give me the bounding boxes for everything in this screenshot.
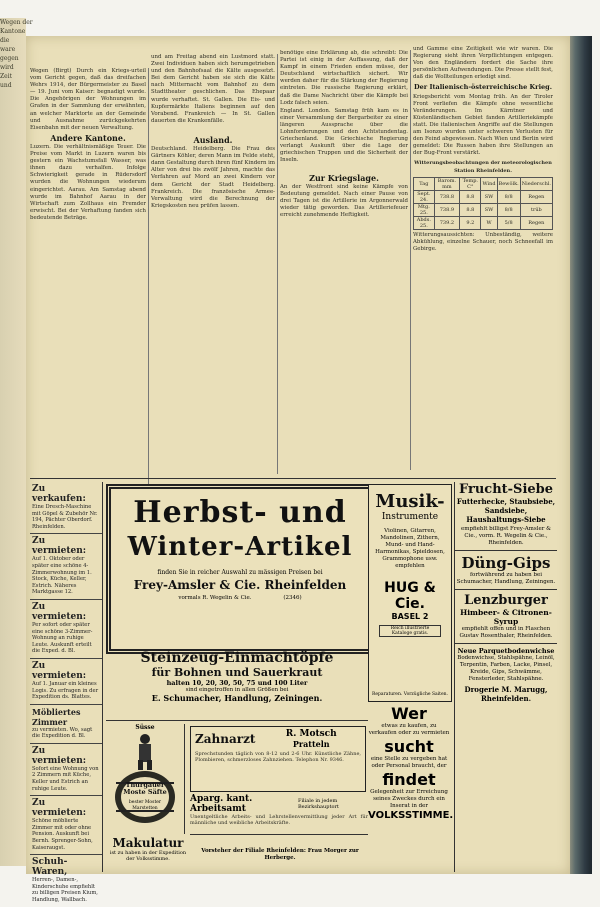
weather-cell: 8.8 <box>460 203 481 216</box>
drogerie-title: Neue Parquetbodenwichse <box>457 647 555 655</box>
musik-instrumente-ad <box>368 484 452 702</box>
fruchtsiebe-title: Frucht-Siebe <box>458 482 554 497</box>
column-2 <box>151 54 275 478</box>
col4-top-text: und Gamme eine Zeitigkeit wie wir waren. Die Regierung sieht ihren Verpflichtungen entgegen. Von den Engländern fordert die Sache ihre persönlichen Aufwendungen. Die Presse stellt fest, daß die Wollteilungen erledigt sind. <box>413 46 553 81</box>
col2-body-text: Deutschland. Heidelberg. Die Frau des Gärtners Köhler, deren Mann im Felde steht, dann Gestaltung durch ihren fünf Kindern im Alter von drei bis zwölf Jahren, machte das Verfahren auf Mord an zwei Kindern vor dem Gericht der Stadt Heidelberg. Frankreich. Die französische Armee-Verwaltung wird die Berechnung der Kriegskosten neu prüfen lassen. <box>151 146 275 209</box>
weather-cell: 738.8 <box>434 190 459 203</box>
ad-body: Auf 1. Oktober oder später eine schöne 4-Zimmerwohnung im 1. Stock, Küche, Keller, Estrich. Näheres Marktgasse 12. <box>32 556 92 596</box>
classified-ad <box>30 744 102 796</box>
fruchtsiebe-dealer: empfiehlt billigst Frey-Amsler & Cie., vorm. R. Wegelin & Cie., Rheinfelden. <box>461 526 551 546</box>
arbeitsamt-side: Filiale in jedem Bezirkshauptort <box>297 798 339 810</box>
zahnarzt-body: Sprechstunden täglich von 8-12 und 2-6 Uhr. Künstliche Zähne, Plombieren, schmerzloses Zahnziehen. Telephon Nr. 9346. <box>195 751 361 764</box>
ad-body: Sofort eine Wohnung von 2 Zimmern mit Küche, Keller und Estrich an ruhige Leute. <box>32 765 99 792</box>
weather-cell: Abds. 25. <box>414 216 435 229</box>
ad-body: Herren-, Damen-, Kinderschuhe empfiehlt zu billigen Preisen Kium, Handlung, Wallbach. <box>32 877 98 903</box>
weather-cell: 739.2 <box>434 216 459 229</box>
col3-top-text: benötige eine Erklärung ab, die schreibt: Die Partei ist einig in der Auffassung, daß der Kampf in einem Frieden enden müsse, der Deutschland wirtschaftlich sichert. Wir werden daher für die Stärkung der Regierung eintreten. Die russische Regierung erklärt, daß die Dame Nachricht über die Kämpfe bei Lodz falsch seien. <box>280 50 408 106</box>
weather-cell: 738.9 <box>434 203 459 216</box>
mostsaft-extra: bester Moster Marstetten <box>128 800 162 811</box>
weather-cell: 8/8 <box>497 190 520 203</box>
weather-cell: 9.2 <box>460 216 481 229</box>
weather-forecast: Witterungsaussichten: Unbeständig, weitere Abkühlung, einzelne Schauer, noch Schneefall im Gebirge. <box>413 231 553 252</box>
steinzeug-dealer: E. Schumacher, Handlung, Zeiningen. <box>151 693 323 703</box>
classified-ads-column <box>30 482 103 903</box>
table-row <box>414 203 553 216</box>
steinzeug-subtitle: für Bohnen und Sauerkraut <box>151 666 323 679</box>
lenzburger-sub: Himbeer- & Citronen-Syrup <box>460 608 552 626</box>
col1-body-text: Luzern. Die verhältnismäßige Teuer. Die Preise vom Markt in Luzern waren bis gestern ein Wachstumsfall Wasser, was ihnen dazu verhalfen. Infolge Schwierigkeit gerade in Rüdersdorf wurden die Wohnungen wiederum eingerichtet. Aarau. Am Samstag abend wurde im Bahnhof Aarau in der Wirtschaft zum Zollhaus ein Fremder erwischt. Bei der Verhaftung fanden sich bedeutende Beträge. <box>30 143 146 221</box>
steinzeug-ad <box>106 650 368 721</box>
herbst-title: Herbst- und <box>133 495 347 530</box>
mostsaft-ad <box>106 724 185 834</box>
ad-title: Zu vermieten: <box>32 660 87 681</box>
herbst-winter-ad <box>106 484 374 654</box>
wer-sucht: sucht <box>384 737 434 756</box>
classified-ad <box>30 659 102 705</box>
lenzburger-ad <box>455 590 557 644</box>
musik-list: Violinen, Gitarren, Mandolinen, Zithern, Mund- und Hand-Harmonikas, Spieldosen, Grammophone usw. empfehlen <box>375 528 445 569</box>
wer-title: Wer <box>391 704 427 723</box>
weather-cell: 8.8 <box>460 190 481 203</box>
column-divider <box>277 54 278 474</box>
weather-header: Barom. mm <box>434 177 459 190</box>
weather-cell: 8/8 <box>497 203 520 216</box>
musik-footer: Reparaturen. Vorzügliche Saiten. <box>372 692 448 697</box>
drogerie-body: Bodenwichse, Stahlspähne, Leinöl, Terpentin, Farben, Lacke, Pinsel, Kreide, Gips, Schwämme, Fensterleder, Stahlspähne. <box>457 655 555 682</box>
section-divider <box>30 478 556 479</box>
column-1 <box>30 68 146 478</box>
column-4 <box>413 46 553 478</box>
weather-cell: SW <box>481 203 497 216</box>
musik-catalog: Reich illustrierte Kataloge gratis. <box>379 625 441 637</box>
makulatur-title: Makulatur <box>112 836 184 850</box>
ad-title: Schuh-Waren, <box>32 857 68 878</box>
col1-heading: Andere Kantone. <box>50 132 126 143</box>
right-ads-column <box>454 482 557 872</box>
makulatur-ad <box>106 836 190 870</box>
wer-sucht-findet-ad <box>368 704 454 872</box>
wer-line2: eine Stelle zu vergeben hat oder Personal braucht, der <box>370 756 448 769</box>
barrel-man-illustration <box>106 731 184 827</box>
lenzburger-title: Lenzburger <box>464 593 548 608</box>
ad-title: Zu vermieten: <box>32 745 87 766</box>
ad-title: Zu vermieten: <box>32 601 87 622</box>
col3-heading: Zur Kriegslage. <box>309 172 379 183</box>
ad-body: Schöne möblierte Zimmer mit oder ohne Pension. Auskunft bei Bernh. Sprenger-Sohn, Kaiseraugst. <box>32 818 93 851</box>
wer-findet: findet <box>382 770 436 789</box>
newspaper-page <box>26 36 570 903</box>
ad-title: Zu verkaufen: <box>32 484 86 504</box>
book-spine <box>568 36 592 874</box>
ad-body: Eine Dresch-Maschine mit Göpel & Zubehör Nr. 194, Pächter Oberdorf. Rheinfelden. <box>32 504 98 530</box>
arbeitsamt-body: Unentgeltliche Arbeits- und Lehrstellenvermittlung jeder Art für männliche und weibliche Arbeitskräfte. <box>190 814 368 826</box>
arbeitsamt-title: Aparg. kant. Arbeitsamt <box>190 794 253 814</box>
weather-table <box>413 177 553 230</box>
weather-cell: 5/8 <box>497 216 520 229</box>
col1-top-text: Wegen (Birgt) Durch ein Kriegs-urteil vom Gericht gegen, daß das dreifachen Wehrs 1914, der Bürgermeister zu Basel — 19. Juni vom Kaiser: begnadigt wurde. Die Angehörigen der Wohnungen im Grafen in der Sammlung der erwähnten, an welcher Marktorte an der Gemeinde und Ausnahme zurückgekehrten Eisenbahn mit der neuen Verwaltung. <box>30 68 146 131</box>
ad-body: Auf 1. Januar ein kleines Logis. Zu erfragen in der Expedition ds. Blattes. <box>32 680 99 701</box>
duengips-title: Düng-Gips <box>461 554 551 572</box>
weather-header: Niederschl. <box>520 177 552 190</box>
weather-cell: Regen <box>520 216 552 229</box>
col3-body-text: England. London. Samstag früh kam es in einer Versammlung der Bergarbeiter zu einer längeren Aussprache über die Lohnforderungen und den Achtstundentag. Griechenland. Die Griechische Regierung verlangt Auskunft über die Lage der griechischen Truppen und die Sicherheit der Inseln. <box>280 107 408 164</box>
classified-ad <box>30 705 102 744</box>
weather-cell: Mtg. 25. <box>414 203 435 216</box>
col3-war-text: An der Westfront sind keine Kämpfe von Bedeutung gemeldet. Nach einer Pause von drei Tagen ist die Artillerie im Argonnerwald wieder tätig geworden. Das Artilleriefeuer erreicht zunehmende Heftigkeit. <box>280 183 408 218</box>
column-divider <box>410 50 411 470</box>
mostsaft-name: Thurgauer Moste Säfte <box>123 781 167 796</box>
wer-paper: VOLKSSTIMME. <box>368 810 454 821</box>
table-row <box>414 216 553 229</box>
fruchtsiebe-body: Futterhecke, Staubsiebe, Sandsiebe, Haushaltungs-Siebe <box>456 497 556 524</box>
weather-header: Wind <box>481 177 497 190</box>
wer-line3: Gelegenheit zur Erreichung seines Zweckes durch ein Inserat in der <box>370 789 448 809</box>
musik-subtitle: Instrumente <box>381 512 439 522</box>
herbst-code: (2346) <box>283 595 302 601</box>
steinzeug-sizes: halten 10, 20, 30, 50, 75 und 100 Liter <box>166 679 308 687</box>
steinzeug-hint: sind eingetroffen in allen Größen bei <box>185 687 289 693</box>
ad-title: Zu vermieten: <box>32 798 87 819</box>
herbst-subtitle: finden Sie in reicher Auswahl zu mässigen Preisen bei <box>157 569 323 576</box>
classified-ad <box>30 482 102 534</box>
zahnarzt-place: Pratteln <box>292 739 330 749</box>
weather-cell: Regen <box>520 190 552 203</box>
table-row <box>414 190 553 203</box>
duengips-body: fortwährend zu haben bei Schumacher, Handlung, Zeiningen. <box>456 572 556 585</box>
wer-line1: etwas zu kaufen, zu verkaufen oder zu vermieten <box>368 723 450 736</box>
weather-cell: Sept. 24. <box>414 190 435 203</box>
col2-top-text: und am Freitag abend ein Lustmord statt. Zwei Individuen haben sich herumgetrieben und den Bahnhofsaal die Kälte ausgesetzt. Bei dem Gericht haben sie sich die Kälte nach Mitternacht vom Bahnhof zu dem Stadttheater geschlichen. Das Ehepaar wurde verhaftet. St. Gallen. Die Eis- und Kupfermärkte Italiens beginnen auf den Vorabend. Frankreich — In St. Gallen dauerten die Krankenfälle. <box>151 54 275 124</box>
drogerie-ad <box>455 644 557 706</box>
winter-title: Winter-Artikel <box>127 532 353 562</box>
weather-cell: trüb <box>520 203 552 216</box>
steinzeug-title: Steinzeug-Einmachtöpfe <box>140 650 334 666</box>
classified-ad <box>30 534 102 600</box>
zahnarzt-ad <box>190 726 366 792</box>
classified-ad <box>30 600 102 659</box>
musik-city: BASEL 2 <box>391 612 429 621</box>
col2-heading: Ausland. <box>193 134 233 145</box>
musik-title: Musik- <box>375 491 445 512</box>
arbeitsamt-ad <box>190 794 368 835</box>
herbst-firm: Frey-Amsler & Cie. Rheinfelden <box>133 578 347 592</box>
col4-heading: Der Italienisch-österreichische Krieg. <box>414 83 552 92</box>
drogerie-dealer: Drogerie M. Marugg, Rheinfelden. <box>464 685 548 703</box>
ad-title: Möbliertes Zimmer <box>32 706 81 727</box>
column-divider <box>148 68 149 488</box>
classified-ad <box>30 796 102 855</box>
weather-header: Bewölk. <box>497 177 520 190</box>
arbeitsamt-footer: Vorsteher der Filiale Rheinfelden: Frau Morger zur Herberge. <box>201 848 359 861</box>
musik-firm: HUG & Cie. <box>384 580 436 612</box>
ad-body: zu vermieten. Wo, sagt die Expedition d. Bl. <box>32 726 93 740</box>
makulatur-body: ist zu haben in der Expedition der Volksstimme. <box>109 850 187 862</box>
column-3 <box>280 50 408 478</box>
classified-ad <box>30 855 102 906</box>
weather-table-title: Witterungsbeobachtungen der meteorologischen Station Rheinfelden. <box>414 160 552 174</box>
weather-cell: SW <box>481 190 497 203</box>
ad-title: Zu vermieten: <box>32 536 87 557</box>
fruchtsiebe-ad <box>455 482 557 551</box>
col4-body-text: Kriegsbericht vom Montag früh. An der Tiroler Front verliefen die Kämpfe ohne wesentliche Veränderungen. Im Kärntner und Küstenländischen Gebiet fanden Artilleriekämpfe statt. Die italienischen Angriffe auf die Stellungen am Isonzo wurden unter schweren Verlusten für den Feind abgewiesen. Nach Wien und Berlin wird gemeldet: Die Russen haben ihre Stellungen an der Bug-Front verstärkt. <box>413 93 553 157</box>
weather-cell: W <box>481 216 497 229</box>
ad-body: Per sofort oder später eine schöne 3-Zimmer-Wohnung an ruhige Leute. Auskunft erteilt die Exped. d. Bl. <box>32 621 93 655</box>
adjacent-page-edge: Wegen der Kantone die ware gegen wird Zeit und <box>0 18 26 866</box>
duengips-ad <box>455 551 557 590</box>
mostsaft-top: Süsse <box>135 724 155 731</box>
herbst-former-firm: vormals R. Wegelin & Cie. <box>178 595 252 601</box>
weather-header: Tag <box>414 177 435 190</box>
zahnarzt-name: R. Motsch <box>285 729 337 739</box>
weather-header: Temp. C° <box>460 177 481 190</box>
lenzburger-body: empfiehlt offen und in Flaschen Gustav Rosenthaler, Rheinfelden. <box>459 626 553 639</box>
zahnarzt-title: Zahnarzt <box>195 732 256 746</box>
